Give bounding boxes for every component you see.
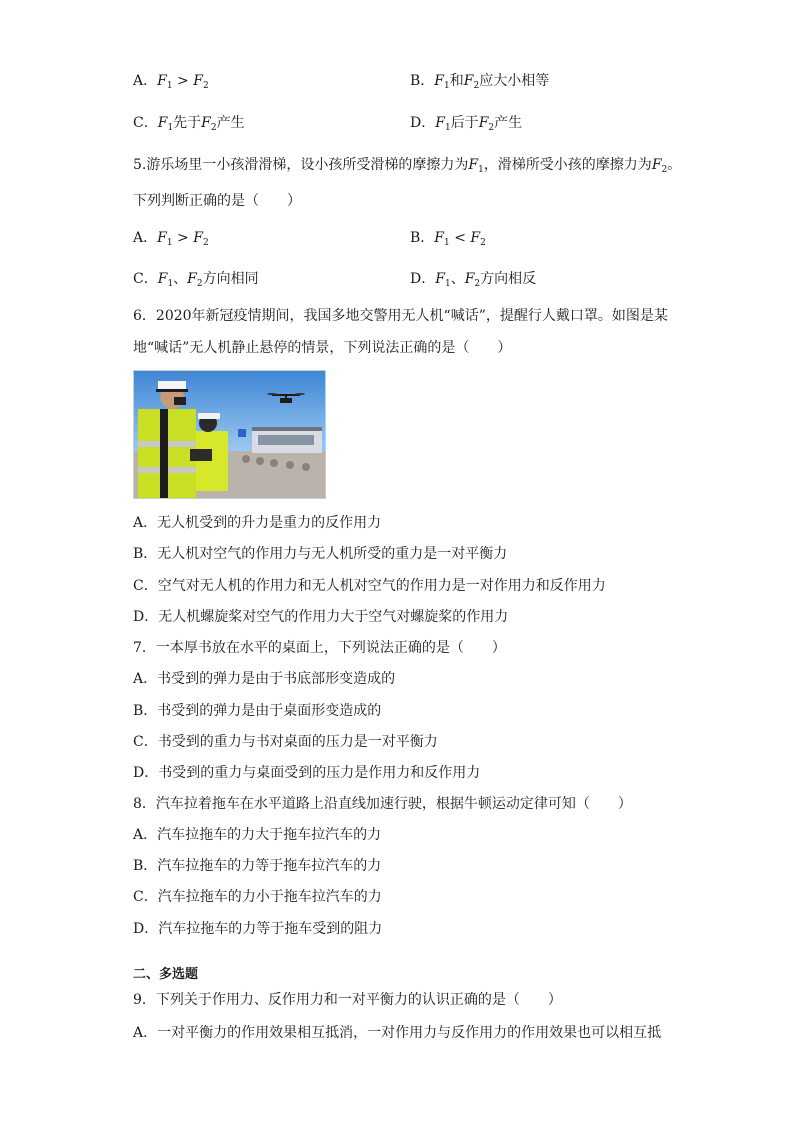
q4-option-b: B．$F_1$和$F_2$应大小相等 bbox=[410, 73, 550, 91]
q5-option-a: A．$F_1 > F_2$ bbox=[133, 230, 209, 248]
q5-option-d: D．$F_1$、$F_2$方向相反 bbox=[410, 271, 537, 289]
q7-option-b: B．书受到的弹力是由于桌面形变造成的 bbox=[133, 703, 382, 719]
q7-option-c: C．书受到的重力与书对桌面的压力是一对平衡力 bbox=[133, 734, 438, 750]
q7-stem: 7．一本厚书放在水平的桌面上，下列说法正确的是（ ） bbox=[133, 640, 506, 656]
q6-option-b: B．无人机对空气的作用力与无人机所受的重力是一对平衡力 bbox=[133, 546, 508, 562]
drone-police-photo bbox=[133, 370, 326, 499]
q8-option-d: D．汽车拉拖车的力等于拖车受到的阻力 bbox=[133, 921, 383, 937]
q8-option-c: C．汽车拉拖车的力小于拖车拉汽车的力 bbox=[133, 889, 382, 905]
q6-option-d: D．无人机螺旋桨对空气的作用力大于空气对螺旋桨的作用力 bbox=[133, 609, 509, 625]
q4-option-a: A．$F_1 > F_2$ bbox=[133, 73, 209, 91]
q8-option-a: A．汽车拉拖车的力大于拖车拉汽车的力 bbox=[133, 827, 382, 843]
q7-option-a: A．书受到的弹力是由于书底部形变造成的 bbox=[133, 671, 396, 687]
q5-stem-line1: 5.游乐场里一小孩滑滑梯，设小孩所受滑梯的摩擦力为$F_1$，滑梯所受小孩的摩擦力为$F_2$。 bbox=[133, 157, 682, 175]
q6-stem-line1: 6．2020年新冠疫情期间，我国多地交警用无人机“喊话”，提醒行人戴口罩。如图是某 bbox=[133, 308, 668, 324]
q7-option-d: D．书受到的重力与桌面受到的压力是作用力和反作用力 bbox=[133, 765, 481, 781]
q5-option-b: B．$F_1 < F_2$ bbox=[410, 230, 486, 248]
q8-option-b: B．汽车拉拖车的力等于拖车拉汽车的力 bbox=[133, 858, 382, 874]
q6-stem-line2: 地“喊话”无人机静止悬停的情景，下列说法正确的是（ ） bbox=[133, 340, 512, 356]
q4-option-c: C．$F_1$先于$F_2$产生 bbox=[133, 115, 245, 133]
q8-stem: 8．汽车拉着拖车在水平道路上沿直线加速行驶，根据牛顿运动定律可知（ ） bbox=[133, 796, 632, 812]
q4-option-d: D．$F_1$后于$F_2$产生 bbox=[410, 115, 523, 133]
q9-option-a: A．一对平衡力的作用效果相互抵消，一对作用力与反作用力的作用效果也可以相互抵 bbox=[133, 1025, 662, 1041]
q5-stem-line2: 下列判断正确的是（ ） bbox=[133, 193, 301, 209]
section-title-multiple-choice: 二、多选题 bbox=[133, 967, 199, 982]
q6-option-c: C．空气对无人机的作用力和无人机对空气的作用力是一对作用力和反作用力 bbox=[133, 578, 606, 594]
q9-stem: 9．下列关于作用力、反作用力和一对平衡力的认识正确的是（ ） bbox=[133, 992, 562, 1008]
q6-option-a: A．无人机受到的升力是重力的反作用力 bbox=[133, 515, 382, 531]
q5-option-c: C．$F_1$、$F_2$方向相同 bbox=[133, 271, 259, 289]
